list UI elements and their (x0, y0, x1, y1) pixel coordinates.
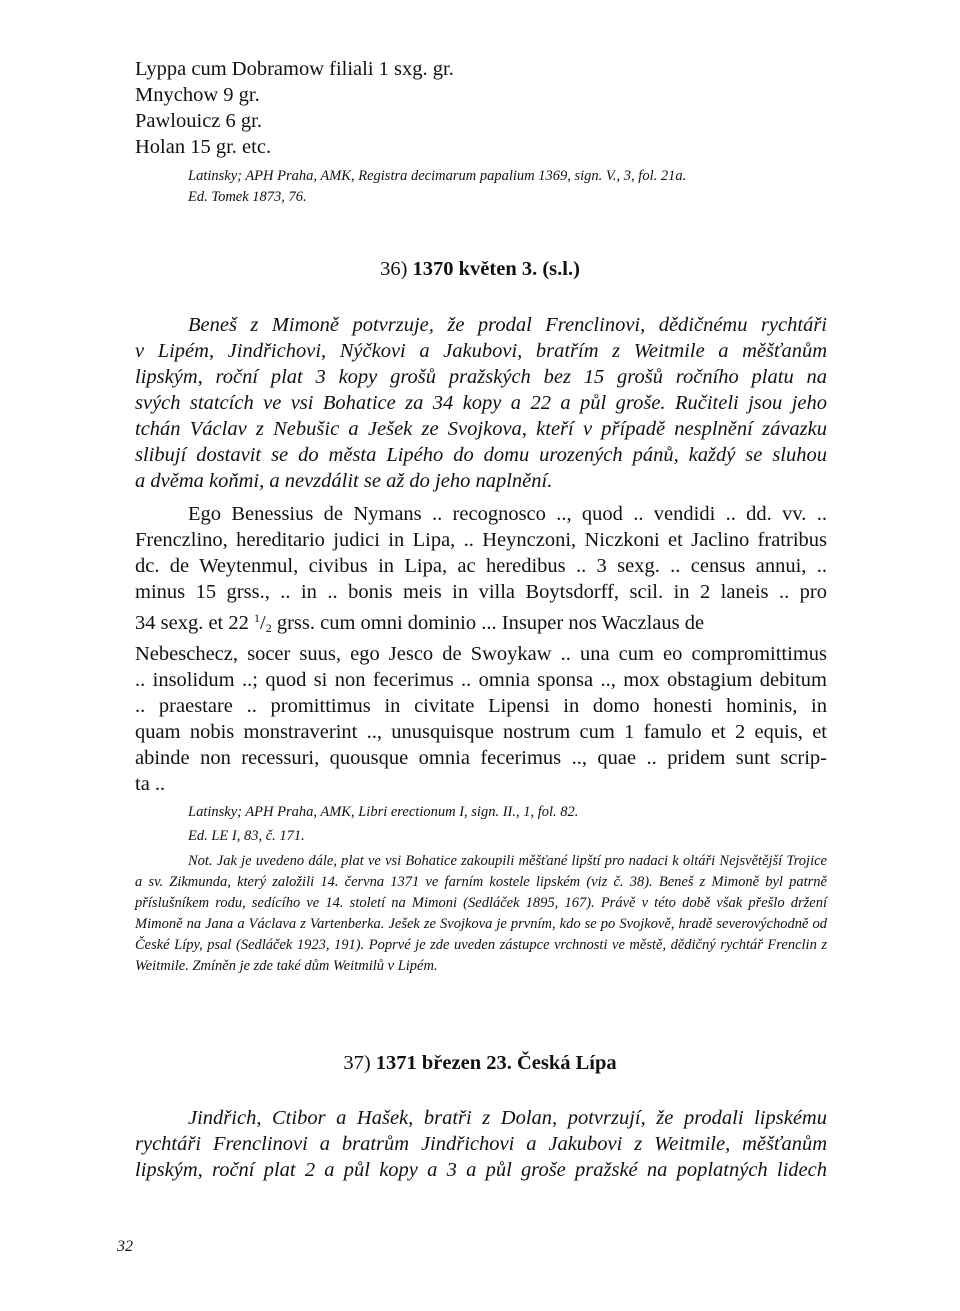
entry-36-note: Not. Jak je uvedeno dále, plat ve vsi Bohatice zakoupili měšťané lipští pro nadaci k oltáři Nejsvětější Trojice a sv. Zikmunda, který založili 14. června 1371 ve farním kostele lipském (viz č. 38). Beneš z Mimoně byl patrně příslušníkem rodu, sedícího ve 14. století na Mimoni (Sedláček 1895, 167). Právě v této době však přešlo držení Mimoně na Jana a Václava z Vartenberka. Ješek ze Svojkova je prvním, kdo se po Svojkově, hradě severovýchodně od České Lípy, psal (Sedláček 1923, 191). Poprvé je zde uveden zástupce vrchnosti ve městě, dědičný rychtář Frenclin z Weitmile. Zmíněn je zde také dům Weitmilů v Lipém. (135, 853, 827, 974)
citation-line: Latinsky; APH Praha, AMK, Registra decimarum papalium 1369, sign. V., 3, fol. 21a. (188, 168, 687, 184)
citation-35 (188, 166, 880, 208)
latin-line: dc. de Weytenmul, civibus in Lipa, ac heredibus .. 3 sexg. .. census annui, .. (135, 555, 827, 577)
summary-line: lipským, roční plat 2 a půl kopy a 3 a půl groše pražské na poplatných lidech (135, 1159, 827, 1181)
latin-line-fraction: 34 sexg. et 22 $^1/_2$ grss. cum omni dominio ... Insuper nos Waczlaus de (135, 611, 705, 635)
citation-36 (188, 800, 880, 848)
latin-line: Nebeschecz, socer suus, ego Jesco de Swoykaw .. una cum eo compromittimus (135, 643, 827, 665)
latin-line: .. praestare .. promittimus in civitate Lipensi in domo honesti hominis, in (135, 695, 827, 717)
latin-line: .. insolidum ..; quod si non fecerimus .. omnia sponsa .., mox obstagium debitum (135, 669, 827, 691)
citation-line: Latinsky; APH Praha, AMK, Libri erectionum I, sign. II., 1, fol. 82. (188, 804, 579, 820)
latin-line: abinde non recessuri, quousque omnia fecerimus .., quae .. pridem sunt scrip- (135, 747, 827, 769)
entry-37-summary (135, 1105, 827, 1183)
entry-number: 37) (343, 1052, 371, 1074)
entry-number: 36) (380, 258, 408, 280)
fraction-denominator: 2 (265, 621, 272, 635)
entry-date: 1370 květen 3. (s.l.) (412, 258, 580, 280)
tithe-line: Pawlouicz 6 gr. (135, 110, 262, 132)
entry-36-heading (0, 258, 960, 281)
summary-line: v Lipém, Jindřichovi, Nýčkovi a Jakubovi, bratřím z Weitmile a měšťanům (135, 340, 827, 362)
entry-36-summary (135, 312, 827, 494)
tithe-line: Lyppa cum Dobramow filiali 1 sxg. gr. (135, 58, 454, 80)
citation-line: Ed. LE I, 83, č. 171. (188, 828, 305, 844)
summary-line: slibují dostavit se do města Lipého do domu urozených pánů, každý se sluhou (135, 444, 827, 466)
tithe-line: Holan 15 gr. etc. (135, 136, 272, 158)
summary-line: rychtáři Frenclinovi a bratrům Jindřichovi a Jakubovi z Weitmile, měšťanům (135, 1133, 827, 1155)
summary-line: svých statcích ve vsi Bohatice za 34 kopy a 22 a půl groše. Ručiteli jsou jeho (135, 392, 827, 414)
tithe-line: Mnychow 9 gr. (135, 84, 260, 106)
summary-line: Jindřich, Ctibor a Hašek, bratři z Dolan, potvrzují, že prodali lipskému (188, 1107, 827, 1129)
summary-line: lipským, roční plat 3 kopy grošů pražských bez 15 grošů ročního platu na (135, 366, 827, 388)
latin-line: quam nobis monstraverint .., unusquisque nostrum cum 1 famulo et 2 equis, et (135, 721, 827, 743)
entry-date: 1371 březen 23. Česká Lípa (375, 1052, 617, 1074)
tithe-list (135, 56, 827, 160)
citation-line: Ed. Tomek 1873, 76. (188, 189, 307, 205)
latin-line: ta .. (135, 773, 166, 795)
summary-line: tchán Václav z Nebušic a Ješek ze Svojkova, kteří v případě nesplnění závazku (135, 418, 827, 440)
latin-line: Frenczlino, hereditario judici in Lipa, .. Heynczoni, Niczkoni et Jaclino fratribus (135, 529, 827, 551)
entry-37-heading (0, 1052, 960, 1075)
page-number: 32 (117, 1238, 133, 1255)
latin-line: Ego Benessius de Nymans .. recognosco .., quod .. vendidi .. dd. vv. .. (188, 503, 827, 525)
entry-36-latin (135, 501, 827, 797)
summary-line: Beneš z Mimoně potvrzuje, že prodal Frenclinovi, dědičnému rychtáři (188, 314, 827, 336)
fraction-numerator: 1 (254, 611, 260, 625)
latin-line: minus 15 grss., .. in .. bonis meis in villa Boytsdorff, scil. in 2 laneis .. pro (135, 581, 827, 603)
summary-line: a dvěma koňmi, a nevzdálit se až do jeho naplnění. (135, 470, 553, 492)
